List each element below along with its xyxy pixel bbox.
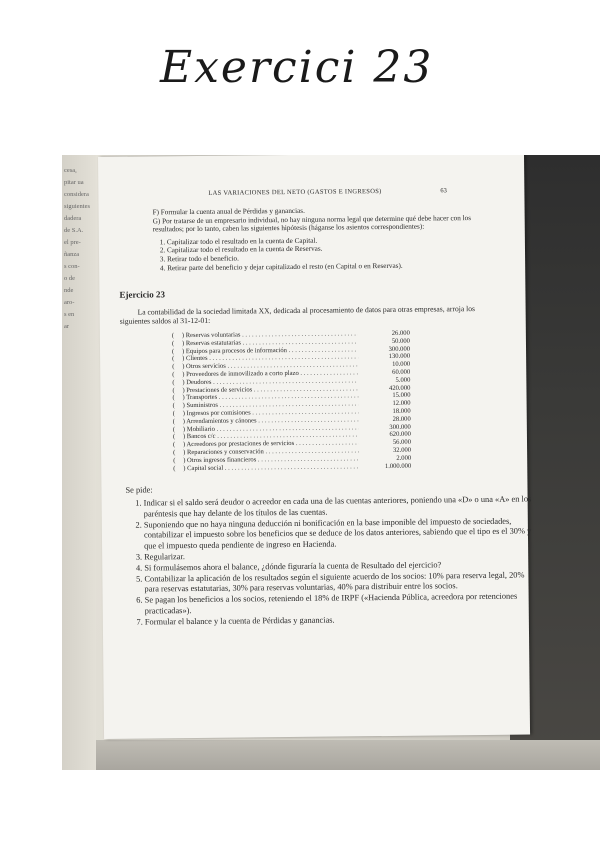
account-amount: 28.000 (392, 415, 411, 423)
account-amount: 18.000 (392, 407, 411, 415)
account-name: ) Reparaciones y conservación . . . (183, 447, 359, 457)
account-mark: ( (171, 340, 175, 348)
left-fragment: siguientes (64, 203, 90, 210)
hypothesis-item: 2. Capitalizar todo el resultado en la cuenta de Reservas. (167, 243, 493, 255)
item-g: G) Por tratarse de un empresario individual, no hay ninguna norma legal que determine qué debe hacer con los resultados; por lo tanto, caben las siguientes hipótesis (háganse los asientos correspondientes): (152, 213, 472, 234)
account-mark: ( (173, 456, 176, 464)
account-amount: 420.000 (388, 384, 411, 392)
left-fragment: s en (64, 311, 75, 318)
account-amount: 12.000 (392, 399, 411, 408)
task-item: 2. Suponiendo que no haya ninguna deducción ni bonificación en la base imponible del impuesto de sociedades, contabilizar el impuesto sobre los beneficios que se deduce de los datos anteriores, sabiendo que el tipo es el 30% y que el impuesto queda pendiente de ingreso en Hacienda. (144, 516, 538, 553)
left-facing-page (62, 155, 96, 770)
account-name: ) Clientes . . . (182, 354, 358, 364)
account-amount: 2.000 (396, 454, 412, 462)
account-name: ) Bancos c/c . . . (183, 432, 359, 442)
account-mark: ( (173, 449, 176, 457)
account-mark: ( (172, 433, 176, 441)
account-amount: 130.000 (388, 353, 411, 361)
left-fragment: o de (64, 275, 76, 282)
account-name: ) Proveedores de inmovilizado a corto plazo . . . (182, 369, 358, 379)
account-amount: 26.000 (391, 329, 410, 337)
task-item: 5. Contabilizar la aplicación de los resultados según el siguiente acuerdo de los socios: 10% para reserva legal, 20% para reservas estatutarias, 30% para reservas voluntarias, 40% para distribuir entre los socios. (144, 570, 538, 596)
account-name: ) Transportes . . . (182, 393, 358, 403)
hypothesis-item: 3. Retirar todo el beneficio. (167, 252, 493, 264)
account-name: ) Ingresos por comisiones . . . (183, 408, 359, 418)
task-item: 6. Se pagan los beneficios a los socios, reteniendo el 18% de IRPF («Hacienda Pública, acreedora por retenciones practicadas»). (145, 592, 539, 618)
left-fragment: de S.A. (64, 227, 84, 234)
account-amount: 56.000 (392, 438, 412, 447)
account-amount: 15.000 (392, 392, 411, 400)
account-amount: 32.000 (392, 446, 412, 454)
task-item: 7. Formular el balance y la cuenta de Pérdidas y ganancias. (145, 613, 539, 628)
page-bottom-edge (62, 740, 600, 770)
account-name: ) Prestaciones de servicios . . . (182, 385, 358, 395)
left-fragment: dadera (64, 215, 82, 222)
account-name: ) Arrendamientos y cánones . . . (183, 416, 359, 426)
account-mark: ( (172, 355, 175, 363)
account-amount: 620.000 (389, 431, 411, 439)
running-header (98, 187, 524, 197)
account-amount: 50.000 (391, 337, 410, 345)
account-name: ) Reservas voluntarias . . . (182, 330, 358, 340)
handwritten-title: Exercici 23 (160, 42, 434, 93)
account-mark: ( (172, 363, 175, 371)
account-name: ) Capital social . . . (183, 463, 359, 473)
account-amount: 60.000 (392, 368, 411, 376)
account-mark: ( (173, 464, 176, 472)
left-fragment: aro- (64, 299, 75, 306)
item-f: F) Formular la cuenta anual de Pérdidas y ganancias. (152, 206, 305, 217)
account-name: ) Mobiliario . . . (183, 424, 359, 434)
page-number: 63 (440, 187, 447, 195)
account-name: ) Equipos para procesos de información . . . (182, 346, 358, 356)
account-mark: ( (172, 425, 176, 433)
account-amount: 300.000 (389, 423, 411, 431)
account-mark: ( (172, 417, 176, 425)
book-photo (62, 155, 600, 770)
left-fragment: ñanza (64, 251, 80, 258)
hypothesis-item: 1. Capitalizar todo el resultado en la cuenta de Capital. (167, 235, 493, 247)
header-title: LAS VARIACIONES DEL NETO (GASTOS E INGRESOS) (208, 188, 382, 197)
account-mark: ( (172, 386, 175, 394)
task-item: 3. Regularizar. (144, 548, 538, 563)
task-item: 1. Indicar si el saldo será deudor o acreedor en cada una de las cuentas anteriores, poniendo una «D» o una «A» en los paréntesis que hay delante de los títulos de las cuentas. (144, 494, 538, 520)
account-name: ) Deudores . . . (182, 377, 358, 387)
exercise-heading: Ejercicio 23 (119, 289, 166, 300)
account-name: ) Otros ingresos financieros . . . (183, 455, 359, 465)
account-amount: 1.000.000 (384, 462, 412, 470)
account-name: ) Reservas estatutarias . . . (182, 338, 358, 348)
accounts-list (172, 329, 463, 472)
account-row (173, 462, 463, 473)
account-name: ) Otros servicios . . . (182, 361, 358, 371)
account-name: ) Acreedores por prestaciones de servicios . . . (183, 439, 359, 449)
account-mark: ( (172, 378, 175, 387)
left-fragment: ar (64, 323, 70, 330)
book-page (98, 155, 530, 739)
account-mark: ( (171, 332, 175, 340)
left-fragment: considera (64, 191, 89, 198)
account-mark: ( (172, 394, 175, 402)
left-fragment: cesa, (64, 167, 77, 174)
left-fragment: el pre- (64, 239, 81, 246)
tasks-list (126, 494, 539, 628)
account-amount: 10.000 (392, 360, 411, 369)
account-mark: ( (172, 441, 176, 449)
account-mark: ( (172, 347, 175, 355)
account-mark: ( (172, 402, 175, 410)
account-mark: ( (172, 371, 175, 379)
exercise-statement: La contabilidad de la sociedad limitada XX, dedicada al procesamiento de datos para otras empresas, arroja los siguientes saldos al 31-12-01: (119, 304, 476, 326)
account-name: ) Suministros . . . (183, 400, 359, 410)
left-fragment: nde (64, 287, 74, 294)
hypothesis-item: 4. Retirar parte del beneficio y dejar capitalizado el resto (en Capital o en Reservas). (167, 260, 493, 272)
account-mark: ( (172, 410, 175, 418)
account-amount: 300.000 (388, 345, 411, 353)
left-fragment: pitar ua (64, 179, 84, 186)
previous-exercise-end (153, 205, 494, 273)
se-pide-label: Se pide: (125, 485, 153, 495)
left-fragment: s con- (64, 263, 80, 270)
task-item: 4. Si formulásemos ahora el balance, ¿dónde figuraría la cuenta de Resultado del ejercicio? (144, 559, 538, 574)
account-amount: 5.000 (395, 376, 411, 384)
